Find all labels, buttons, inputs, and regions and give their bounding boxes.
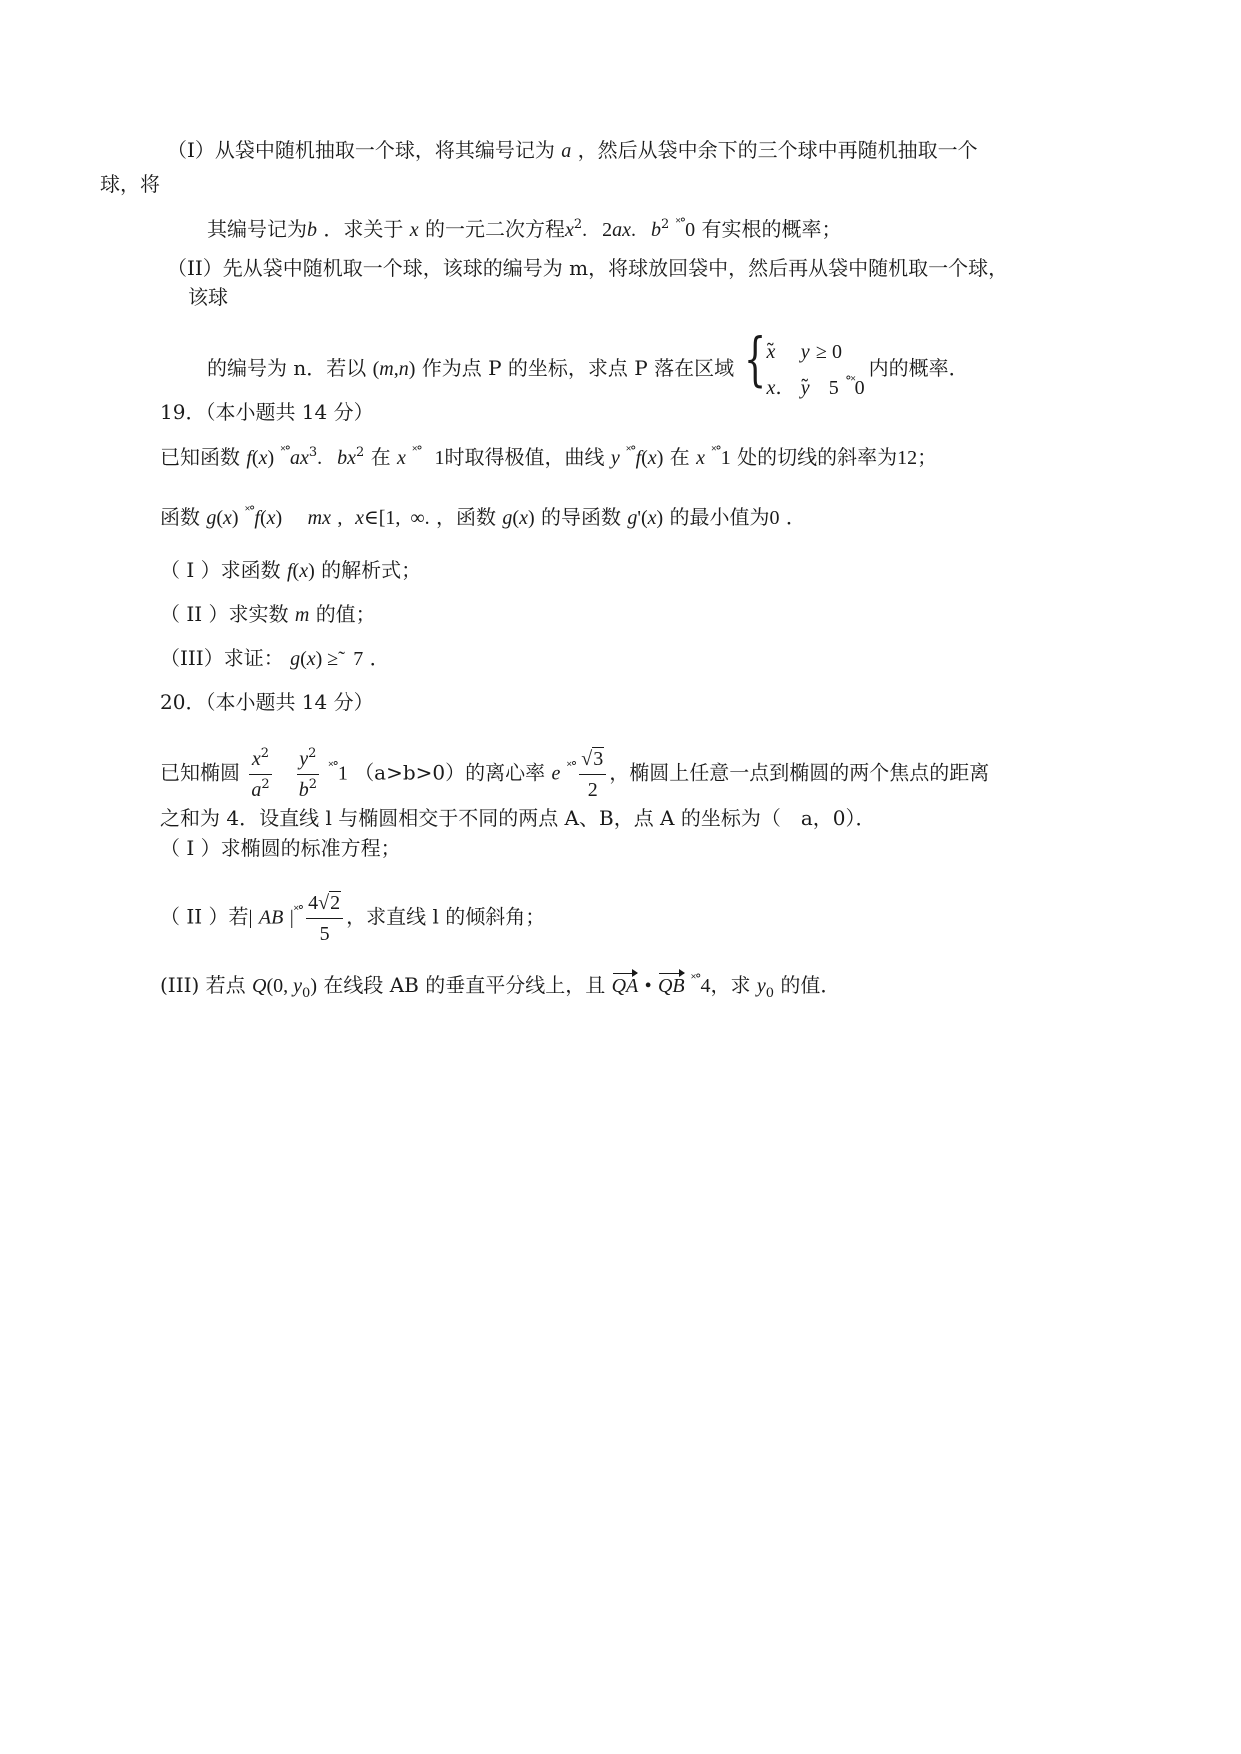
q18-part1-line1: （I）从袋中随机抽取一个球，将其编号记为 a ，然后从袋中余下的三个球中再随机抽取一个 (167, 138, 978, 162)
frac-y2-b2: $\frac{y^2}{b^2}$ (298, 746, 317, 801)
q19-part3: （III）求证： g(x) ≥̃ 7 ． (160, 646, 390, 670)
q18-part2-line1: （II）先从袋中随机取一个球，该球的编号为 m，将球放回袋中，然后再从袋中随机取一个球， (167, 256, 1009, 280)
q20-part2: （ II ）若| AB |˟° $\frac{4√2}{5}$ ，求直线 l 的倾斜角； (160, 892, 546, 945)
q20-part3: (III) 若点 Q(0, $y_0$) 在线段 AB 的垂直平分线上，且 QA • QB ˟°4，求 $y_0$ 的值． (160, 972, 841, 1001)
q20-line2: 之和为 4．设直线 l 与椭圆相交于不同的两点 A、B，点 A 的坐标为（ a，0）． (160, 806, 876, 830)
q18-part2-line3: 的编号为 n．若以 (m,n) 作为点 P 的坐标，求点 P 落在区域 { x̃ y ≥ 0 x. ỹ 5 °˟0 内的概率． (207, 336, 969, 403)
q19-heading: 19．（本小题共 14 分） (160, 400, 374, 424)
q20-line1: 已知椭圆 $\frac{x^2}{a^2}$ $\frac{y^2}{b^2}$ ˟°1 （a>b>0）的离心率 e ˟° $\frac{√3}{2}$ ，椭圆上任意一点到椭圆的两个焦点的距离 (160, 746, 990, 801)
frac-x2-a2: $\frac{x^2}{a^2}$ (251, 746, 270, 801)
region-inequality-system: { x̃ y ≥ 0 x. ỹ 5 °˟0 (744, 325, 865, 399)
frac-sqrt3-2: $\frac{√3}{2}$ (579, 746, 606, 802)
q18-part1-line2: 球，将 (100, 172, 160, 196)
q18-part2-line2: 该球 (188, 285, 228, 309)
q20-heading: 20．（本小题共 14 分） (160, 690, 374, 714)
frac-4sqrt2-5: $\frac{4√2}{5}$ (306, 890, 343, 946)
q18-part1-line3: 其编号记为b ．求关于 x 的一元二次方程$x^2$. 2ax. $b^2$ ˟°0 有实根的概率； (207, 216, 842, 241)
q19-part1: （ I ）求函数 f(x) 的解析式； (160, 558, 422, 582)
q19-line2: 函数 g(x) ˟°f(x) mx , x∈[1, ∞. ，函数 g(x) 的导函数 g'(x) 的最小值为0 ． (160, 504, 806, 529)
q20-part1: （ I ）求椭圆的标准方程； (160, 836, 401, 860)
q19-line1: 已知函数 f(x) $^{˟^\circ}ax^3$. $bx^2$ 在 x ˟° 1时取得极值，曲线 y ˟°f(x) 在 x ˟°1 处的切线的斜率为12； (160, 444, 938, 469)
q19-part2: （ II ）求实数 m 的值； (160, 602, 376, 626)
